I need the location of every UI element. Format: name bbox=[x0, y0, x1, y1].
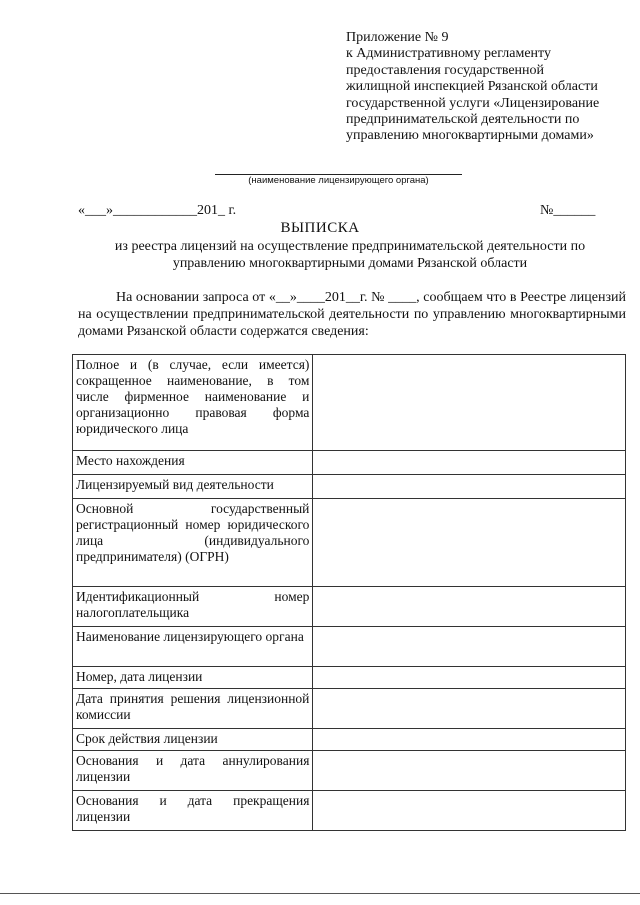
row-value bbox=[313, 451, 626, 475]
appendix-line: предоставления государственной bbox=[346, 62, 545, 78]
table-row bbox=[73, 475, 626, 499]
appendix-line: предпринимательской деятельности по bbox=[346, 112, 580, 128]
row-value bbox=[313, 499, 626, 587]
row-label: Идентификационный номер налогоплательщика bbox=[73, 587, 313, 627]
row-value bbox=[313, 627, 626, 667]
row-label: Срок действия лицензии bbox=[73, 729, 313, 751]
row-label: Полное и (в случае, если имеется) сокращенное наименование, в том числе фирменное наименование и организационно правовая форма юридического лица bbox=[73, 355, 313, 451]
row-value bbox=[313, 791, 626, 831]
row-value bbox=[313, 355, 626, 451]
intro-text: На основании запроса от «__»____201__г. № ____, сообщаем что в Реестре лицензий на осуществлении предпринимательской деятельности по управлению многоквартирными домами Рязанской области содержатся сведения: bbox=[78, 290, 626, 339]
table-row bbox=[73, 729, 626, 751]
table-row bbox=[73, 499, 626, 587]
document-number: №______ bbox=[540, 203, 596, 218]
row-label: Дата принятия решения лицензионной комиссии bbox=[73, 689, 313, 729]
appendix-line: Приложение № 9 bbox=[346, 30, 449, 45]
appendix-line: жилищной инспекцией Рязанской области bbox=[346, 79, 598, 95]
document-date: «___»____________201_ г. bbox=[78, 203, 237, 218]
table-row bbox=[73, 751, 626, 791]
appendix-line: к Административному регламенту bbox=[346, 46, 551, 62]
row-label: Основания и дата прекращения лицензии bbox=[73, 791, 313, 831]
row-value bbox=[313, 475, 626, 499]
row-value bbox=[313, 689, 626, 729]
intro-paragraph bbox=[78, 290, 626, 340]
row-label: Основной государственный регистрационный номер юридического лица (индивидуального предпринимателя) (ОГРН) bbox=[73, 499, 313, 587]
document-title: ВЫПИСКА bbox=[280, 220, 360, 236]
page-bottom-rule bbox=[0, 893, 640, 894]
row-value bbox=[313, 751, 626, 791]
table-row bbox=[73, 627, 626, 667]
registry-table bbox=[72, 354, 626, 831]
table-row bbox=[73, 667, 626, 689]
appendix-line: государственной услуги «Лицензирование bbox=[346, 95, 600, 111]
document-subtitle: из реестра лицензий на осуществление предпринимательской деятельности по управлению многоквартирными домами Рязанской области bbox=[114, 239, 586, 271]
table-row bbox=[73, 587, 626, 627]
table-row bbox=[73, 355, 626, 451]
licensing-body-caption: (наименование лицензирующего органа) bbox=[248, 175, 429, 186]
table-row bbox=[73, 451, 626, 475]
row-value bbox=[313, 667, 626, 689]
table-row bbox=[73, 689, 626, 729]
row-value bbox=[313, 587, 626, 627]
appendix-header bbox=[346, 30, 636, 145]
row-label: Номер, дата лицензии bbox=[73, 667, 313, 689]
row-label: Наименование лицензирующего органа bbox=[73, 627, 313, 667]
appendix-line: управлению многоквартирными домами» bbox=[346, 128, 594, 144]
row-label: Место нахождения bbox=[73, 451, 313, 475]
row-value bbox=[313, 729, 626, 751]
row-label: Лицензируемый вид деятельности bbox=[73, 475, 313, 499]
table-row bbox=[73, 791, 626, 831]
row-label: Основания и дата аннулирования лицензии bbox=[73, 751, 313, 791]
